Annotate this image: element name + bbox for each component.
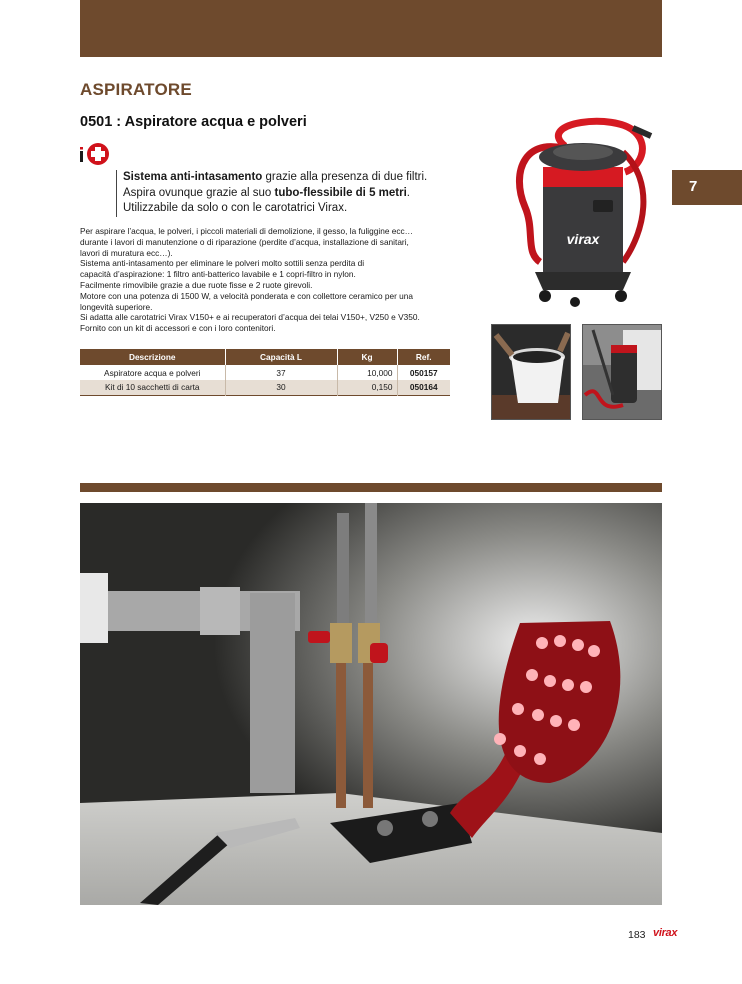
table-header-row [80,349,450,365]
chapter-tab: 7 [672,170,742,205]
cell-weight: 0,150 [337,380,397,395]
spec-table [80,349,450,396]
description-line: Per aspirare l’acqua, le polveri, i piccoli materiali di demolizione, il gesso, la fuliggine ecc… [80,226,413,236]
header-capacita: Capacità L [225,349,337,365]
footer-brand-logo: virax [653,927,678,939]
plus-cross-icon [87,143,109,165]
description-line: Si adatta alle carotatrici Virax V150+ e ai recuperatori d’acqua dei telai V150+, V250 e V350. [80,312,420,323]
highlight-line-3: Utilizzabile da solo o con le carotatrici Virax. [123,202,348,214]
cell-description: Aspiratore acqua e polveri [80,365,225,380]
description-line: longevità superiore. [80,301,153,312]
description-line: lavori di muratura ecc…). [80,247,173,258]
page-number: 183 [628,929,646,941]
cell-weight: 10,000 [337,365,397,380]
cell-ref: 050164 [397,380,450,395]
table-row [80,365,450,380]
feature-highlights [116,170,427,217]
filter-thumbnail [491,324,571,420]
cell-capacity: 37 [225,365,337,380]
info-icon [80,142,116,166]
cell-ref: 050157 [397,365,450,380]
highlight-line-1: Sistema anti-intasamento grazie alla presenza di due filtri. [123,171,428,183]
description-line: capacità d’aspirazione: 1 filtro anti-batterico lavabile e 1 copri-filtro in nylon. [80,269,356,280]
description-line: durante i lavori di manutenzione o di riparazione (perdite d’acqua, installazione di sanitari, [80,236,409,247]
header-kg: Kg [337,349,397,365]
header-ref: Ref. [397,349,450,365]
section-divider-band [80,483,662,492]
description-line: Fornito con un kit di accessori e con i loro contenitori. [80,323,276,334]
header-band [80,0,662,57]
table-row [80,380,450,395]
cell-description: Kit di 10 sacchetti di carta [80,380,225,395]
cell-capacity: 30 [225,380,337,395]
header-descrizione: Descrizione [80,349,225,365]
description-line: Sistema anti-intasamento per eliminare le polveri molto sottili senza perdita di [80,258,365,269]
vacuum-brand-label: virax [566,231,600,247]
highlight-line-2: Aspira ovunque grazie al suo tubo-flessibile di 5 metri. [123,186,410,199]
product-title: 0501 : Aspiratore acqua e polveri [80,114,307,130]
vacuum-product-photo [505,112,657,310]
product-description [80,226,460,334]
description-line: Motore con una potenza di 1500 W, a velocità ponderata e con collettore ceramico per una [80,290,414,301]
section-title: ASPIRATORE [80,80,192,99]
description-line: Facilmente rimovibile grazie a due ruote fisse e 2 ruote girevoli. [80,279,313,290]
in-use-thumbnail [582,324,662,420]
led-lamp-photo [80,503,662,905]
